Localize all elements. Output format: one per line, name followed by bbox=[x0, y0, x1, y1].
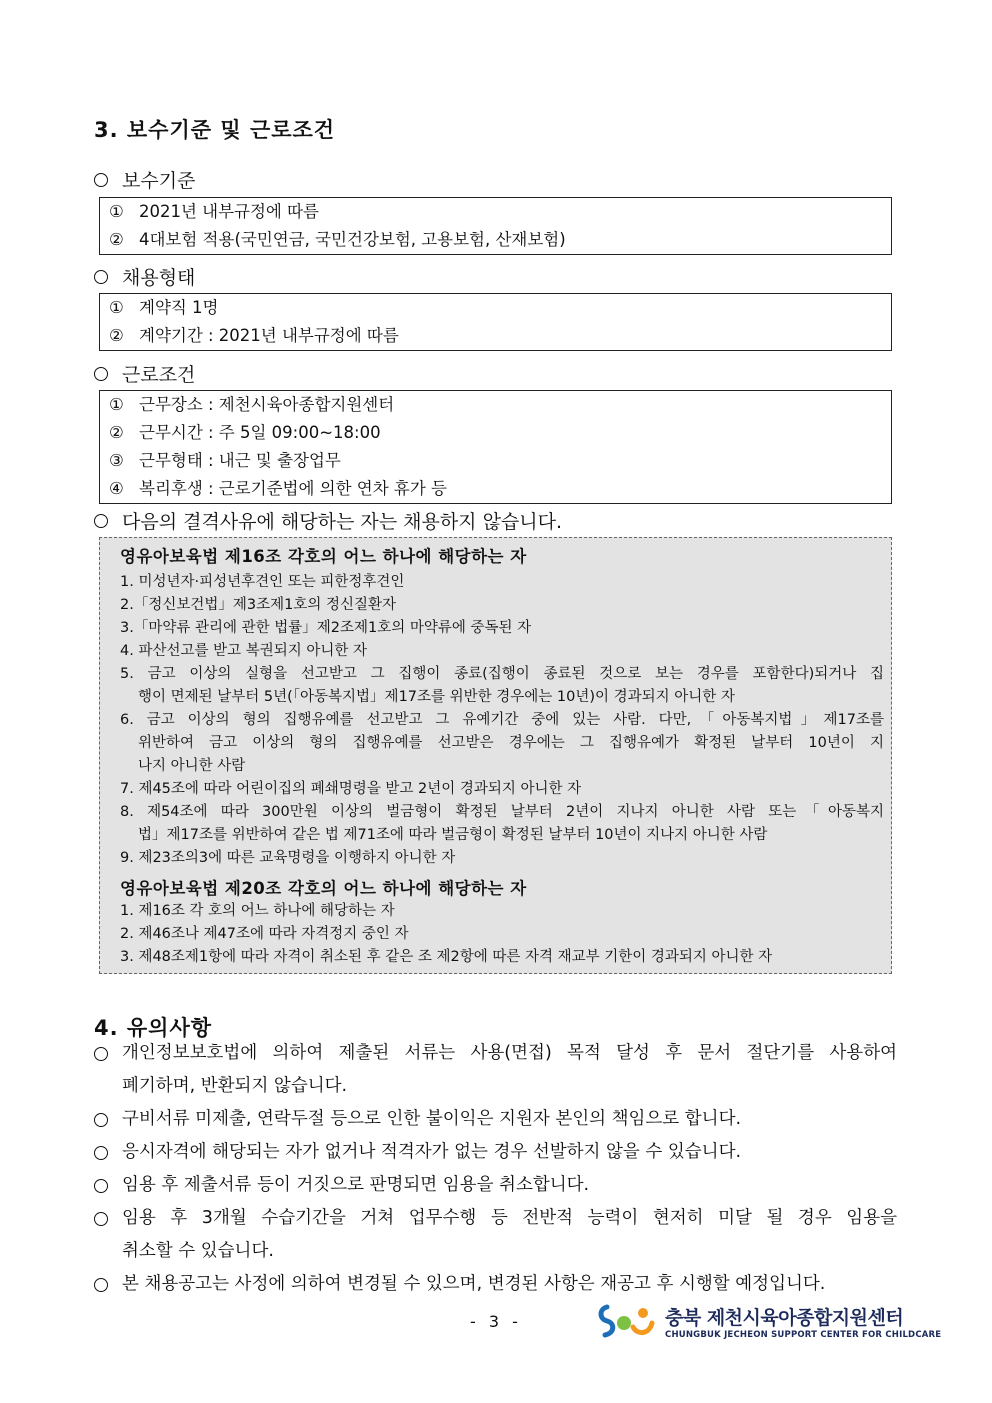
pay-heading bbox=[94, 166, 195, 193]
law-list-item bbox=[120, 923, 884, 946]
law16-list bbox=[120, 571, 884, 870]
item-text: 복리후생 : 근로기준법에 의한 연차 휴가 등 bbox=[139, 479, 447, 498]
circle-bullet-icon bbox=[94, 1212, 108, 1226]
box-line bbox=[100, 475, 891, 503]
law-line: 8. 제54조에 따라 300만원 이상의 벌금형이 확정된 날부터 2년이 지나지 아니한 사람 또는「아동복지 bbox=[120, 804, 884, 820]
item-text: 계약직 1명 bbox=[139, 298, 219, 317]
conditions-heading-label: 근로조건 bbox=[122, 364, 196, 386]
item-number: ② bbox=[109, 230, 124, 249]
box-line bbox=[100, 294, 891, 322]
note-line: 임용 후 3개월 수습기간을 거쳐 업무수행 등 전반적 능력이 현저히 미달 될 경우 임용을 bbox=[122, 1208, 897, 1228]
law-line: 행이 면제된 날부터 5년(「아동복지법」제17조를 위반한 경우에는 10년)이 경과되지 아니한 자 bbox=[138, 689, 735, 705]
circle-bullet-icon bbox=[94, 1113, 108, 1127]
law-list-item bbox=[120, 900, 884, 923]
notes-list bbox=[94, 1037, 897, 1301]
law-list-item bbox=[120, 847, 884, 870]
note-item bbox=[94, 1202, 897, 1268]
law-line: 2.「정신보건법」제3조제1호의 정신질환자 bbox=[120, 597, 396, 613]
law-line: 법」제17조를 위반하여 같은 법 제71조에 따라 벌금형이 확정된 날부터 10년이 지나지 아니한 사람 bbox=[138, 827, 768, 843]
org-name-en: CHUNGBUK JECHEON SUPPORT CENTER FOR CHILDCARE bbox=[665, 1329, 942, 1340]
law-list-item bbox=[120, 709, 884, 778]
box-line bbox=[100, 391, 891, 419]
item-number: ① bbox=[109, 202, 124, 221]
note-item bbox=[94, 1103, 897, 1136]
item-number: ② bbox=[109, 423, 124, 442]
item-number: ① bbox=[109, 298, 124, 317]
org-logo bbox=[597, 1301, 941, 1341]
disqualification-box bbox=[99, 537, 892, 974]
note-line: 폐기하며, 반환되지 않습니다. bbox=[122, 1076, 348, 1096]
item-number: ③ bbox=[109, 451, 124, 470]
box-line bbox=[100, 322, 891, 350]
circle-bullet-icon bbox=[94, 1047, 108, 1061]
law-line: 5. 금고 이상의 실형을 선고받고 그 집행이 종료(집행이 종료된 것으로 보는 경우를 포함한다)되거나 집 bbox=[120, 666, 884, 682]
circle-bullet-icon bbox=[94, 1146, 108, 1160]
note-text bbox=[122, 1037, 897, 1103]
item-number: ② bbox=[109, 326, 124, 345]
circle-bullet-icon bbox=[94, 1278, 108, 1292]
pay-box bbox=[99, 197, 892, 255]
circle-bullet-icon bbox=[94, 367, 108, 381]
section-3-title: 3. 보수기준 및 근로조건 bbox=[94, 118, 336, 142]
note-item bbox=[94, 1169, 897, 1202]
law-list-item bbox=[120, 640, 884, 663]
note-line: 개인정보보호법에 의하여 제출된 서류는 사용(면접) 목적 달성 후 문서 절단기를 사용하여 bbox=[122, 1043, 897, 1063]
item-text: 근무형태 : 내근 및 출장업무 bbox=[139, 451, 341, 470]
note-line: 본 채용공고는 사정에 의하여 변경될 수 있으며, 변경된 사항은 재공고 후 시행할 예정입니다. bbox=[122, 1274, 826, 1294]
law-line: 6. 금고 이상의 형의 집행유예를 선고받고 그 유예기간 중에 있는 사람. 다만,「아동복지법」제17조를 bbox=[120, 712, 884, 728]
law-line: 4. 파산선고를 받고 복권되지 아니한 자 bbox=[120, 643, 367, 659]
note-item bbox=[94, 1268, 897, 1301]
org-name: 충북 제천시육아종합지원센터 bbox=[665, 1306, 904, 1329]
note-text bbox=[122, 1268, 897, 1301]
circle-bullet-icon bbox=[94, 173, 108, 187]
box-line bbox=[100, 447, 891, 475]
note-text bbox=[122, 1169, 897, 1202]
law16-title: 영유아보육법 제16조 각호의 어느 하나에 해당하는 자 bbox=[120, 547, 527, 566]
note-line: 구비서류 미제출, 연락두절 등으로 인한 불이익은 지원자 본인의 책임으로 합니다. bbox=[122, 1109, 742, 1129]
item-number: ④ bbox=[109, 479, 124, 498]
box-line bbox=[100, 419, 891, 447]
box-line bbox=[100, 198, 891, 226]
circle-bullet-icon bbox=[94, 270, 108, 284]
section-4-title: 4. 유의사항 bbox=[94, 1016, 213, 1040]
box-line bbox=[100, 226, 891, 254]
conditions-heading bbox=[94, 360, 195, 387]
law-line: 3.「마약류 관리에 관한 법률」제2조제1호의 마약류에 중독된 자 bbox=[120, 620, 532, 636]
note-text bbox=[122, 1103, 897, 1136]
note-item bbox=[94, 1037, 897, 1103]
note-line: 취소할 수 있습니다. bbox=[122, 1241, 274, 1261]
law20-title: 영유아보육법 제20조 각호의 어느 하나에 해당하는 자 bbox=[120, 879, 527, 898]
conditions-box bbox=[99, 390, 892, 504]
law-line: 1. 제16조 각 호의 어느 하나에 해당하는 자 bbox=[120, 903, 395, 919]
law-line: 나지 아니한 사람 bbox=[138, 758, 246, 774]
disqualification-heading-label: 다음의 결격사유에 해당하는 자는 채용하지 않습니다. bbox=[122, 511, 563, 533]
note-text bbox=[122, 1136, 897, 1169]
note-text bbox=[122, 1202, 897, 1268]
law-list-item bbox=[120, 617, 884, 640]
item-text: 계약기간 : 2021년 내부규정에 따름 bbox=[139, 326, 399, 345]
employment-box bbox=[99, 293, 892, 351]
item-text: 4대보험 적용(국민연금, 국민건강보험, 고용보험, 산재보험) bbox=[139, 230, 566, 249]
law-list-item bbox=[120, 571, 884, 594]
law-list-item bbox=[120, 663, 884, 709]
item-text: 근무장소 : 제천시육아종합지원센터 bbox=[139, 395, 395, 414]
law-list-item bbox=[120, 946, 884, 969]
employment-heading bbox=[94, 263, 195, 290]
law-line: 1. 미성년자·피성년후견인 또는 피한정후견인 bbox=[120, 574, 405, 590]
item-text: 근무시간 : 주 5일 09:00~18:00 bbox=[139, 423, 381, 442]
law-line: 9. 제23조의3에 따른 교육명령을 이행하지 아니한 자 bbox=[120, 850, 456, 866]
law-line: 3. 제48조제1항에 따라 자격이 취소된 후 같은 조 제2항에 따른 자격 재교부 기한이 경과되지 아니한 자 bbox=[120, 949, 773, 965]
item-text: 2021년 내부규정에 따름 bbox=[139, 202, 319, 221]
circle-bullet-icon bbox=[94, 514, 108, 528]
disqualification-heading bbox=[94, 507, 562, 534]
item-number: ① bbox=[109, 395, 124, 414]
law-line: 위반하여 금고 이상의 형의 집행유예를 선고받은 경우에는 그 집행유예가 확정된 날부터 10년이 지 bbox=[138, 735, 884, 751]
law-list-item bbox=[120, 594, 884, 617]
law-line: 7. 제45조에 따라 어린이집의 폐쇄명령을 받고 2년이 경과되지 아니한 자 bbox=[120, 781, 582, 797]
law-list-item bbox=[120, 801, 884, 847]
law-list-item bbox=[120, 778, 884, 801]
employment-heading-label: 채용형태 bbox=[122, 267, 196, 289]
note-item bbox=[94, 1136, 897, 1169]
note-line: 응시자격에 해당되는 자가 없거나 적격자가 없는 경우 선발하지 않을 수 있습니다. bbox=[122, 1142, 742, 1162]
org-logo-icon bbox=[597, 1301, 657, 1341]
law-line: 2. 제46조나 제47조에 따라 자격정지 중인 자 bbox=[120, 926, 409, 942]
pay-heading-label: 보수기준 bbox=[122, 170, 196, 192]
page-number: - 3 - bbox=[470, 1312, 522, 1331]
law20-list bbox=[120, 900, 884, 969]
circle-bullet-icon bbox=[94, 1179, 108, 1193]
note-line: 임용 후 제출서류 등이 거짓으로 판명되면 임용을 취소합니다. bbox=[122, 1175, 590, 1195]
